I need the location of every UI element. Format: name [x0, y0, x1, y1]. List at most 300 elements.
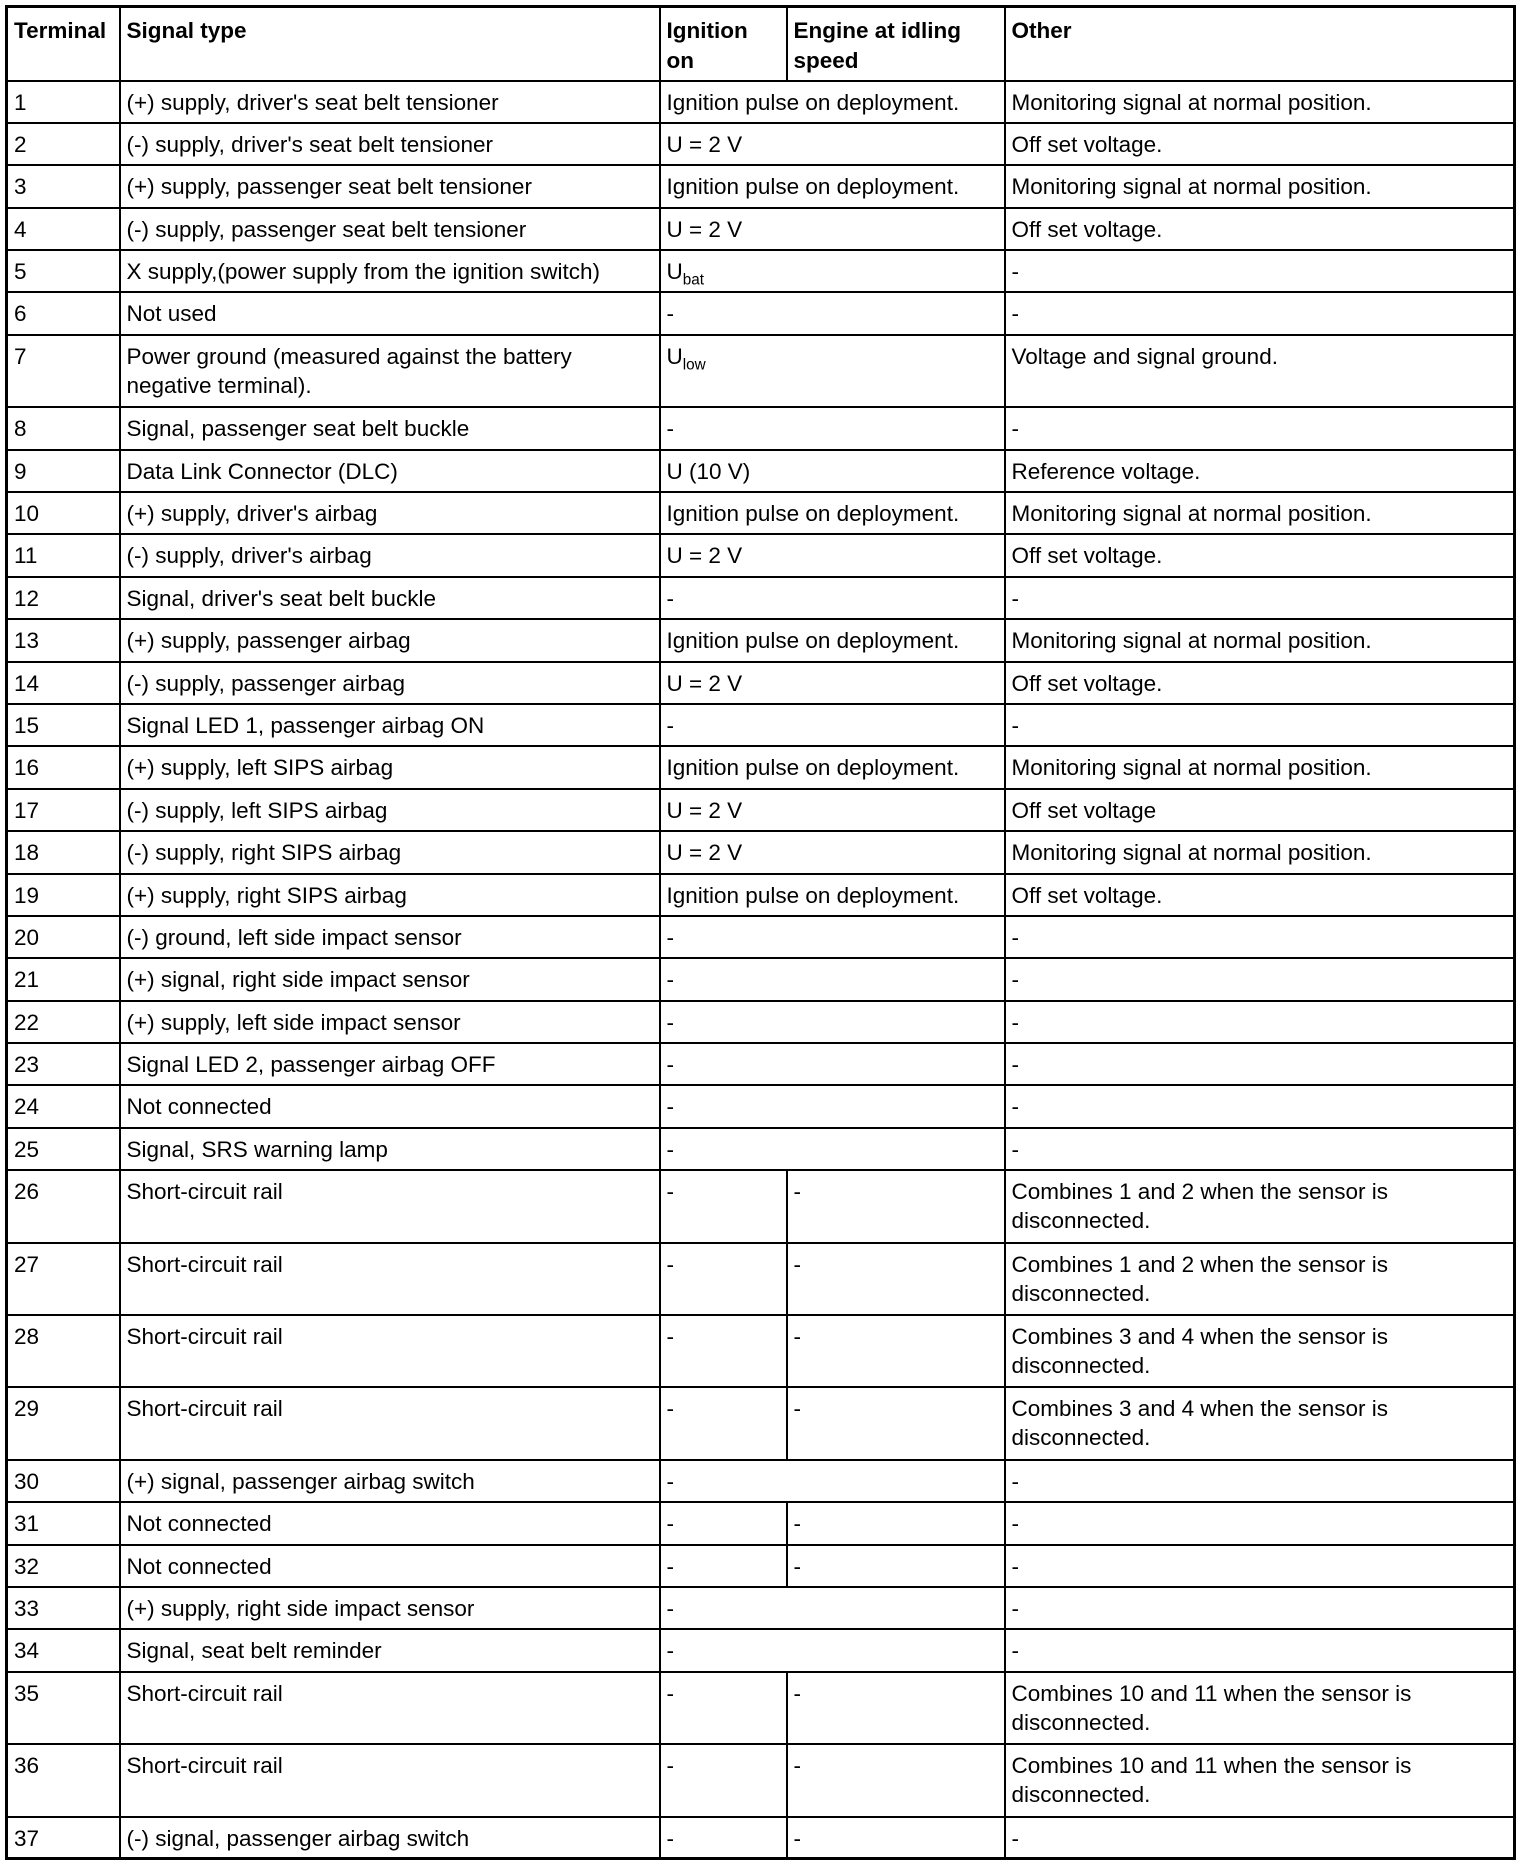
cell-other-text: Off set voltage. [1011, 216, 1163, 242]
cell-other [1005, 577, 1515, 619]
cell-other [1005, 1817, 1515, 1859]
cell-signal-type [120, 492, 660, 534]
cell-ignition-on-text: U [666, 259, 683, 285]
terminal-table-page [5, 5, 1513, 1860]
cell-ignition-on [660, 577, 1005, 619]
table-row [7, 577, 1515, 619]
table-row [7, 534, 1515, 576]
cell-engine-idling [787, 1672, 1005, 1744]
cell-other [1005, 1587, 1515, 1629]
cell-other-text: - [1011, 1638, 1019, 1664]
cell-ignition-on-text: - [666, 1553, 674, 1579]
table-row [7, 81, 1515, 123]
cell-terminal-text: 16 [14, 755, 40, 781]
cell-engine-idling-text: - [793, 1396, 801, 1422]
cell-other [1005, 874, 1515, 916]
cell-other [1005, 292, 1515, 334]
cell-other-text: Combines 1 and 2 when the sensor is disconnected. [1011, 1179, 1388, 1234]
cell-ignition-on [660, 208, 1005, 250]
cell-signal-type-text: (+) supply, left side impact sensor [126, 1009, 461, 1035]
table-row [7, 450, 1515, 492]
header-signal-type: Signal type [120, 7, 660, 81]
table-row [7, 874, 1515, 916]
table-row [7, 1001, 1515, 1043]
cell-ignition-on [660, 1587, 1005, 1629]
cell-signal-type-text: Not connected [126, 1553, 272, 1579]
cell-engine-idling [787, 1387, 1005, 1459]
cell-terminal-text: 12 [14, 585, 40, 611]
cell-other-text: Combines 10 and 11 when the sensor is disconnected. [1011, 1753, 1412, 1808]
cell-ignition-on [660, 746, 1005, 788]
cell-terminal-text: 37 [14, 1825, 40, 1851]
cell-terminal-text: 23 [14, 1052, 40, 1078]
cell-terminal-text: 20 [14, 924, 40, 950]
cell-ignition-on-text: - [666, 1680, 674, 1706]
cell-signal-type [120, 534, 660, 576]
table-row [7, 1502, 1515, 1544]
cell-other-text: - [1011, 712, 1019, 738]
cell-signal-type [120, 1672, 660, 1744]
cell-terminal [7, 1387, 120, 1459]
cell-other [1005, 1744, 1515, 1816]
table-row [7, 789, 1515, 831]
table-row [7, 492, 1515, 534]
cell-other [1005, 619, 1515, 661]
cell-engine-idling [787, 1502, 1005, 1544]
cell-other-text: Monitoring signal at normal position. [1011, 501, 1372, 527]
cell-terminal [7, 916, 120, 958]
cell-ignition-on-text: U = 2 V [666, 797, 743, 823]
cell-ignition-on [660, 1170, 787, 1242]
cell-signal-type [120, 1460, 660, 1502]
table-row [7, 1387, 1515, 1459]
cell-signal-type [120, 450, 660, 492]
table-row [7, 1629, 1515, 1671]
cell-terminal-text: 4 [14, 216, 27, 242]
header-terminal: Terminal [7, 7, 120, 81]
cell-other [1005, 165, 1515, 207]
cell-terminal-text: 14 [14, 670, 40, 696]
cell-other [1005, 831, 1515, 873]
cell-terminal-text: 22 [14, 1009, 40, 1035]
cell-ignition-on-text: U = 2 V [666, 216, 743, 242]
cell-ignition-on-text: - [666, 301, 674, 327]
cell-engine-idling-text: - [793, 1553, 801, 1579]
cell-ignition-on [660, 1460, 1005, 1502]
cell-ignition-on-text: Ignition pulse on deployment. [666, 755, 960, 781]
cell-terminal [7, 577, 120, 619]
cell-ignition-on-text: - [666, 1753, 674, 1779]
cell-ignition-on [660, 292, 1005, 334]
cell-other [1005, 662, 1515, 704]
cell-signal-type-text: (-) supply, left SIPS airbag [126, 797, 388, 823]
cell-ignition-on [660, 619, 1005, 661]
cell-ignition-on [660, 1085, 1005, 1127]
cell-terminal-text: 7 [14, 343, 27, 369]
cell-ignition-on-text: - [666, 1468, 674, 1494]
table-row [7, 250, 1515, 292]
cell-ignition-on-text: Ignition pulse on deployment. [666, 174, 960, 200]
cell-signal-type [120, 1545, 660, 1587]
cell-other-text: - [1011, 1553, 1019, 1579]
cell-ignition-on-text: U = 2 V [666, 840, 743, 866]
cell-signal-type [120, 123, 660, 165]
cell-terminal-text: 21 [14, 967, 40, 993]
cell-terminal [7, 662, 120, 704]
cell-terminal-text: 6 [14, 301, 27, 327]
cell-ignition-on [660, 1545, 787, 1587]
cell-signal-type-text: Short-circuit rail [126, 1251, 283, 1277]
cell-ignition-on [660, 1001, 1005, 1043]
cell-terminal-text: 36 [14, 1753, 40, 1779]
cell-signal-type [120, 1170, 660, 1242]
cell-other [1005, 335, 1515, 407]
cell-other-text: Monitoring signal at normal position. [1011, 89, 1372, 115]
cell-terminal [7, 958, 120, 1000]
cell-other [1005, 492, 1515, 534]
cell-ignition-on-text: Ignition pulse on deployment. [666, 628, 960, 654]
cell-other-text: Off set voltage. [1011, 543, 1163, 569]
cell-other-text: - [1011, 585, 1019, 611]
table-row [7, 704, 1515, 746]
cell-terminal-text: 25 [14, 1136, 40, 1162]
table-row [7, 746, 1515, 788]
cell-terminal [7, 450, 120, 492]
cell-ignition-on [660, 1387, 787, 1459]
cell-terminal [7, 1315, 120, 1387]
cell-terminal [7, 1085, 120, 1127]
cell-signal-type-text: (+) supply, driver's seat belt tensioner [126, 89, 499, 115]
cell-terminal-text: 9 [14, 458, 27, 484]
cell-terminal [7, 165, 120, 207]
cell-engine-idling [787, 1170, 1005, 1242]
cell-ignition-on [660, 874, 1005, 916]
cell-terminal [7, 407, 120, 449]
table-row [7, 1545, 1515, 1587]
cell-terminal [7, 250, 120, 292]
cell-engine-idling [787, 1243, 1005, 1315]
cell-ignition-on-text: - [666, 1396, 674, 1422]
cell-signal-type-text: (+) supply, passenger airbag [126, 628, 411, 654]
cell-other-text: - [1011, 1596, 1019, 1621]
cell-terminal [7, 123, 120, 165]
cell-ignition-on-text: - [666, 1511, 674, 1537]
table-row [7, 1817, 1515, 1859]
cell-ignition-on-text: - [666, 1825, 674, 1851]
cell-signal-type [120, 208, 660, 250]
cell-other-text: Combines 3 and 4 when the sensor is disconnected. [1011, 1324, 1388, 1379]
cell-signal-type-text: Not used [126, 301, 217, 327]
cell-terminal-text: 15 [14, 712, 40, 738]
table-row [7, 831, 1515, 873]
cell-ignition-on-text: U = 2 V [666, 131, 743, 157]
cell-terminal-text: 30 [14, 1468, 40, 1494]
cell-other [1005, 1545, 1515, 1587]
table-row [7, 407, 1515, 449]
cell-terminal-text: 24 [14, 1094, 40, 1120]
cell-ignition-on-text: - [666, 585, 674, 611]
cell-signal-type [120, 1587, 660, 1629]
cell-other-text: Combines 1 and 2 when the sensor is disconnected. [1011, 1251, 1388, 1306]
cell-signal-type [120, 831, 660, 873]
cell-signal-type [120, 1502, 660, 1544]
cell-ignition-on-text: - [666, 924, 674, 950]
cell-other [1005, 1170, 1515, 1242]
cell-terminal-text: 18 [14, 840, 40, 866]
cell-signal-type-text: (-) supply, passenger airbag [126, 670, 405, 696]
cell-terminal [7, 1502, 120, 1544]
cell-ignition-on-text: U = 2 V [666, 670, 743, 696]
cell-other [1005, 407, 1515, 449]
cell-signal-type-text: (-) supply, passenger seat belt tensioner [126, 216, 527, 242]
cell-signal-type [120, 1128, 660, 1170]
cell-terminal [7, 1744, 120, 1816]
cell-signal-type-text: Power ground (measured against the battery negative terminal). [126, 343, 572, 398]
cell-ignition-on-text: - [666, 1179, 674, 1205]
cell-ignition-on-text: - [666, 1251, 674, 1277]
cell-ignition-on [660, 1243, 787, 1315]
cell-other [1005, 208, 1515, 250]
header-ignition-on: Ignition on [660, 7, 787, 81]
cell-other-text: - [1011, 1094, 1019, 1120]
cell-signal-type [120, 916, 660, 958]
table-row [7, 1587, 1515, 1629]
cell-signal-type [120, 1001, 660, 1043]
cell-terminal [7, 1672, 120, 1744]
cell-ignition-on-text: - [666, 712, 674, 738]
cell-other-text: - [1011, 259, 1019, 285]
cell-terminal-text: 2 [14, 131, 27, 157]
cell-terminal-text: 8 [14, 416, 27, 442]
cell-signal-type-text: Signal, SRS warning lamp [126, 1136, 388, 1162]
cell-terminal [7, 292, 120, 334]
cell-terminal [7, 1170, 120, 1242]
cell-ignition-subscript: low [682, 356, 706, 374]
cell-signal-type [120, 1744, 660, 1816]
cell-signal-type [120, 704, 660, 746]
cell-terminal [7, 492, 120, 534]
cell-ignition-on-text: - [666, 967, 674, 993]
cell-signal-type [120, 335, 660, 407]
cell-terminal-text: 13 [14, 628, 40, 654]
cell-terminal-text: 28 [14, 1324, 40, 1350]
cell-ignition-on [660, 704, 1005, 746]
cell-other [1005, 746, 1515, 788]
cell-signal-type-text: (-) signal, passenger airbag switch [126, 1825, 470, 1851]
cell-terminal [7, 1460, 120, 1502]
cell-ignition-on [660, 662, 1005, 704]
cell-signal-type-text: (+) supply, left SIPS airbag [126, 755, 394, 781]
cell-terminal [7, 208, 120, 250]
cell-other [1005, 789, 1515, 831]
cell-ignition-on-text: U = 2 V [666, 543, 743, 569]
cell-other-text: - [1011, 967, 1019, 993]
cell-terminal [7, 1128, 120, 1170]
cell-other-text: - [1011, 1511, 1019, 1537]
cell-other-text: - [1011, 924, 1019, 950]
cell-ignition-on-text: Ignition pulse on deployment. [666, 89, 960, 115]
cell-other [1005, 1502, 1515, 1544]
cell-other [1005, 1460, 1515, 1502]
cell-ignition-on [660, 1629, 1005, 1671]
cell-signal-type-text: (+) supply, passenger seat belt tensioner [126, 174, 532, 200]
cell-other-text: Monitoring signal at normal position. [1011, 628, 1372, 654]
cell-terminal [7, 1001, 120, 1043]
cell-ignition-on [660, 1502, 787, 1544]
table-row [7, 1672, 1515, 1744]
cell-terminal-text: 19 [14, 882, 40, 908]
cell-other-text: Off set voltage. [1011, 882, 1163, 908]
table-row [7, 1128, 1515, 1170]
cell-other-text: Voltage and signal ground. [1011, 343, 1278, 369]
cell-terminal [7, 1629, 120, 1671]
cell-other [1005, 81, 1515, 123]
cell-ignition-on-text: - [666, 1596, 674, 1621]
cell-terminal-text: 31 [14, 1511, 40, 1537]
cell-other-text: - [1011, 1468, 1019, 1494]
cell-ignition-on [660, 1817, 787, 1859]
cell-other [1005, 1315, 1515, 1387]
header-other: Other [1005, 7, 1515, 81]
cell-other-text: - [1011, 416, 1019, 442]
cell-terminal [7, 1587, 120, 1629]
cell-ignition-on [660, 789, 1005, 831]
cell-terminal-text: 1 [14, 89, 27, 115]
cell-engine-idling-text: - [793, 1324, 801, 1350]
cell-ignition-on-text: - [666, 1052, 674, 1078]
table-row [7, 1315, 1515, 1387]
cell-terminal-text: 5 [14, 259, 27, 285]
cell-signal-type [120, 619, 660, 661]
cell-terminal-text: 29 [14, 1396, 40, 1422]
cell-ignition-on-text: - [666, 1324, 674, 1350]
cell-signal-type-text: (-) ground, left side impact sensor [126, 924, 462, 950]
cell-other-text: Monitoring signal at normal position. [1011, 840, 1372, 866]
cell-terminal [7, 534, 120, 576]
cell-ignition-on-text: U [666, 343, 683, 369]
cell-ignition-on-text: Ignition pulse on deployment. [666, 882, 960, 908]
cell-engine-idling-text: - [793, 1825, 801, 1851]
cell-other-text: Monitoring signal at normal position. [1011, 174, 1372, 200]
cell-signal-type [120, 1387, 660, 1459]
cell-other [1005, 916, 1515, 958]
cell-other-text: - [1011, 1052, 1019, 1078]
cell-ignition-subscript: bat [682, 271, 705, 289]
cell-terminal [7, 81, 120, 123]
cell-engine-idling [787, 1817, 1005, 1859]
cell-terminal [7, 1817, 120, 1859]
cell-engine-idling-text: - [793, 1753, 801, 1779]
cell-other-text: Off set voltage. [1011, 670, 1163, 696]
cell-ignition-on [660, 81, 1005, 123]
table-body [7, 81, 1515, 1859]
cell-other-text: Combines 10 and 11 when the sensor is disconnected. [1011, 1680, 1412, 1735]
cell-ignition-on [660, 250, 1005, 292]
table-row [7, 1460, 1515, 1502]
cell-engine-idling-text: - [793, 1251, 801, 1277]
cell-other [1005, 704, 1515, 746]
cell-ignition-on-text: - [666, 1136, 674, 1162]
cell-terminal [7, 746, 120, 788]
cell-ignition-on-text: Ignition pulse on deployment. [666, 501, 960, 527]
cell-signal-type [120, 958, 660, 1000]
cell-ignition-on [660, 1128, 1005, 1170]
cell-other [1005, 958, 1515, 1000]
cell-ignition-on [660, 407, 1005, 449]
cell-signal-type-text: Short-circuit rail [126, 1753, 283, 1779]
cell-terminal [7, 1243, 120, 1315]
cell-other [1005, 1387, 1515, 1459]
cell-signal-type [120, 662, 660, 704]
table-row [7, 662, 1515, 704]
cell-signal-type-text: Signal LED 2, passenger airbag OFF [126, 1052, 496, 1078]
cell-terminal [7, 619, 120, 661]
cell-signal-type [120, 1629, 660, 1671]
cell-signal-type [120, 165, 660, 207]
cell-signal-type [120, 1043, 660, 1085]
cell-terminal-text: 33 [14, 1596, 40, 1621]
cell-other [1005, 1043, 1515, 1085]
cell-signal-type [120, 250, 660, 292]
cell-signal-type-text: Signal LED 1, passenger airbag ON [126, 712, 485, 738]
cell-other [1005, 1672, 1515, 1744]
table-row [7, 292, 1515, 334]
cell-signal-type-text: Data Link Connector (DLC) [126, 458, 398, 484]
cell-ignition-on [660, 831, 1005, 873]
cell-other-text: Reference voltage. [1011, 458, 1201, 484]
cell-other [1005, 1001, 1515, 1043]
cell-signal-type-text: (+) supply, driver's airbag [126, 501, 378, 527]
cell-signal-type-text: (-) supply, driver's seat belt tensioner [126, 131, 494, 157]
header-engine-idling: Engine at idling speed [787, 7, 1005, 81]
table-header-row [7, 7, 1515, 81]
table-row [7, 916, 1515, 958]
cell-other [1005, 250, 1515, 292]
cell-terminal-text: 11 [14, 543, 38, 569]
table-row [7, 208, 1515, 250]
cell-other-text: - [1011, 1009, 1019, 1035]
cell-terminal [7, 831, 120, 873]
cell-terminal-text: 17 [14, 797, 40, 823]
cell-engine-idling [787, 1545, 1005, 1587]
cell-signal-type-text: (-) supply, driver's airbag [126, 543, 372, 569]
table-row [7, 958, 1515, 1000]
cell-terminal-text: 3 [14, 174, 27, 200]
cell-other-text: - [1011, 301, 1019, 327]
cell-ignition-on-text: - [666, 416, 674, 442]
cell-ignition-on [660, 335, 1005, 407]
cell-terminal [7, 1043, 120, 1085]
cell-signal-type [120, 874, 660, 916]
cell-signal-type [120, 1315, 660, 1387]
cell-terminal [7, 704, 120, 746]
cell-other [1005, 534, 1515, 576]
cell-engine-idling [787, 1315, 1005, 1387]
cell-ignition-on [660, 1744, 787, 1816]
cell-ignition-on [660, 1315, 787, 1387]
cell-other-text: Combines 3 and 4 when the sensor is disconnected. [1011, 1396, 1388, 1451]
cell-signal-type [120, 1243, 660, 1315]
cell-engine-idling-text: - [793, 1179, 801, 1205]
cell-other-text: Off set voltage [1011, 797, 1157, 823]
cell-other-text: - [1011, 1136, 1019, 1162]
table-row [7, 619, 1515, 661]
cell-terminal-text: 26 [14, 1179, 40, 1205]
cell-other [1005, 1128, 1515, 1170]
cell-signal-type-text: (+) supply, right side impact sensor [126, 1596, 475, 1621]
cell-ignition-on [660, 958, 1005, 1000]
cell-signal-type [120, 81, 660, 123]
